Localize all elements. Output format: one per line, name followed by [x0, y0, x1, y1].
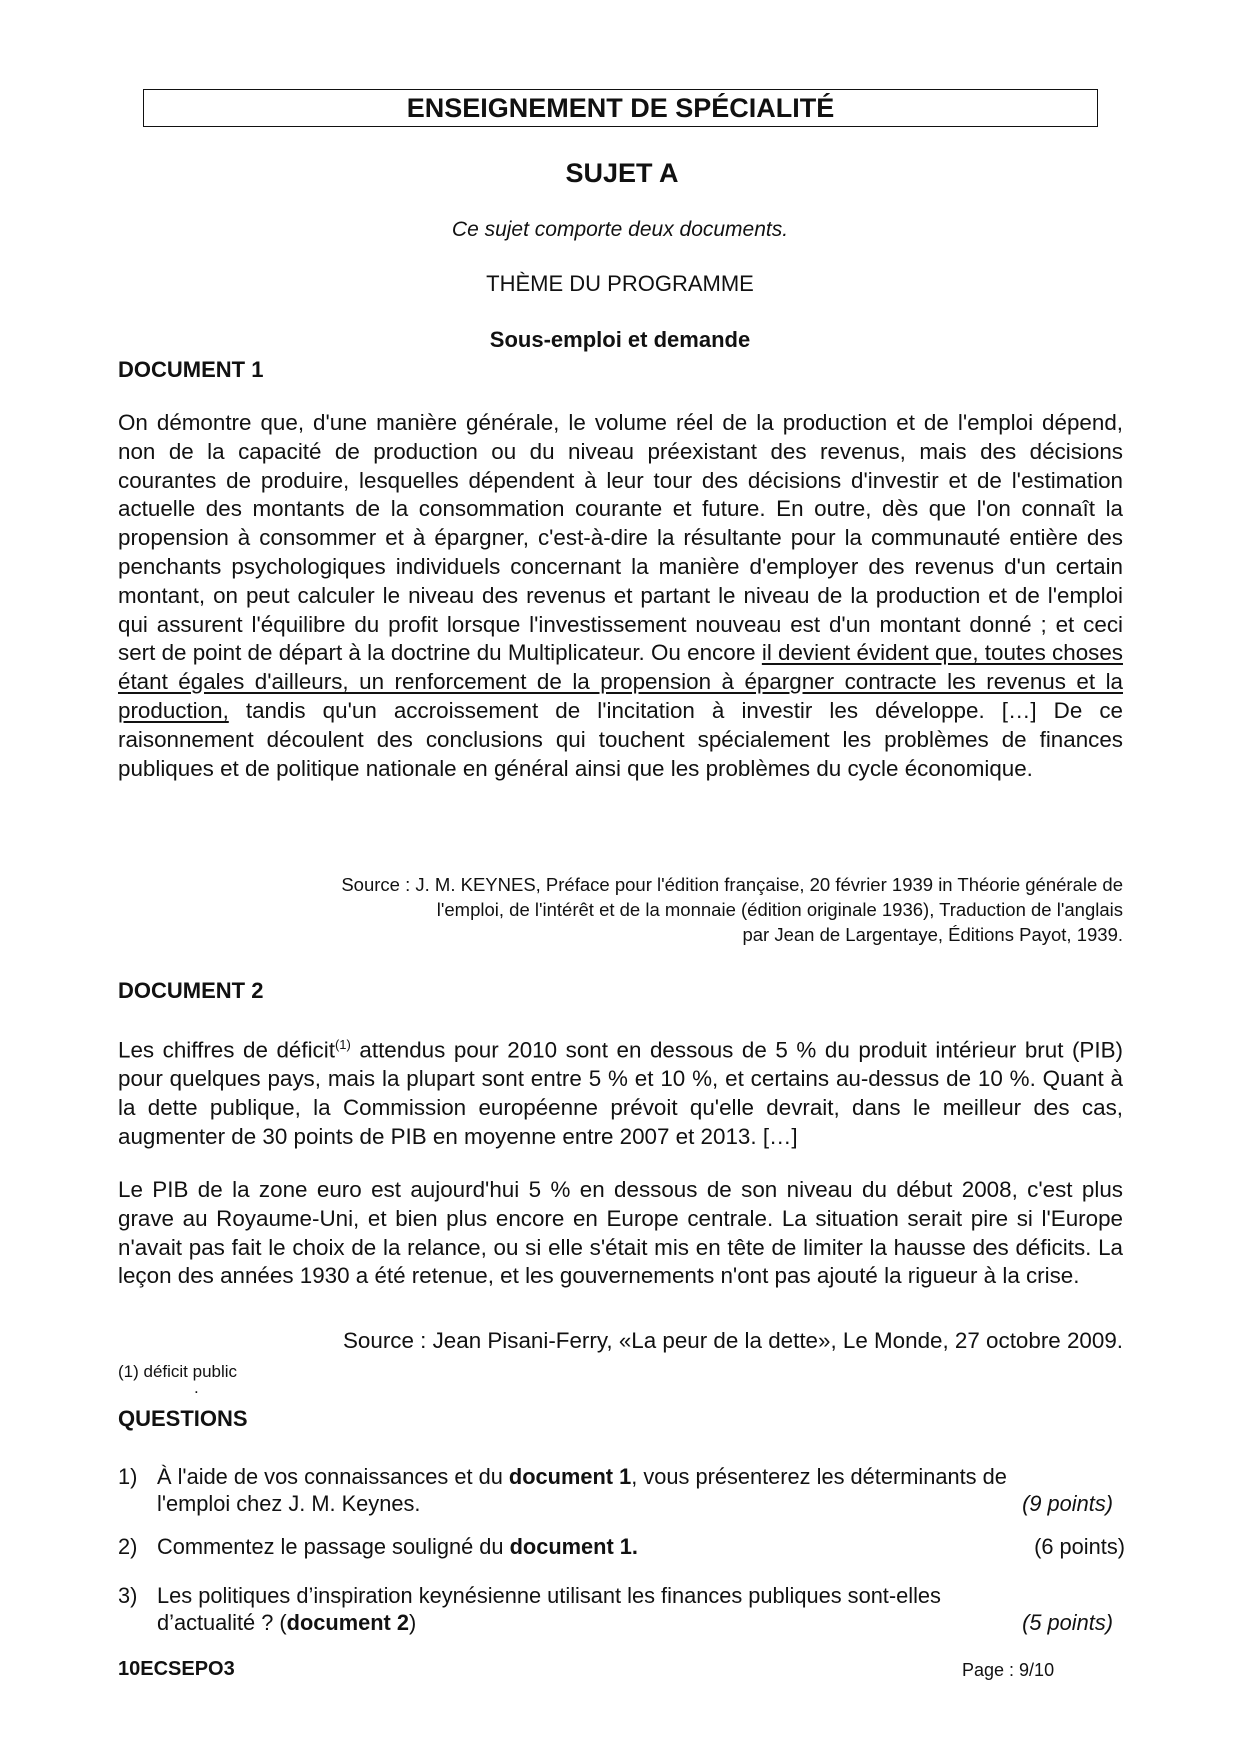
specialty-title-box: ENSEIGNEMENT DE SPÉCIALITÉ — [143, 89, 1098, 127]
question-number: 3) — [118, 1583, 138, 1608]
document1-text — [118, 409, 1123, 783]
questions-heading: QUESTIONS — [118, 1406, 248, 1431]
question-bold-ref: document 1. — [509, 1534, 638, 1559]
document1-source-line: Source : J. M. KEYNES, Préface pour l'édition française, 20 février 1939 in Théorie générale de — [341, 874, 1123, 895]
question-bold-ref: document 1 — [508, 1464, 632, 1489]
subject-title: SUJET A — [565, 158, 679, 188]
question-text: l'emploi chez J. M. Keynes. — [157, 1491, 421, 1516]
question-bold-ref: document 2 — [286, 1610, 409, 1635]
question-text: d’actualité ? ( — [157, 1610, 287, 1635]
question-points: (9 points) — [1022, 1491, 1113, 1516]
footnote: (1) déficit public — [118, 1362, 238, 1381]
question-text: Commentez le passage souligné du — [157, 1534, 510, 1559]
footnote-marker: (1) — [334, 1037, 351, 1052]
question-item — [118, 1582, 1113, 1636]
document2-paragraph-1 — [118, 1031, 1123, 1152]
question-item — [118, 1533, 1125, 1560]
subject-intro: Ce sujet comporte deux documents. — [451, 218, 789, 241]
document1-heading: DOCUMENT 1 — [118, 357, 264, 382]
document2-source: Source : Jean Pisani-Ferry, «La peur de la dette», Le Monde, 27 octobre 2009. — [342, 1328, 1123, 1353]
document2-heading: DOCUMENT 2 — [118, 978, 264, 1003]
document2-p1-rest: attendus pour 2010 sont en dessous de 5 % du produit intérieur brut (PIB) pour quelques pays, mais la plupart sont entre 5 % et 10 %, et certains au-dessus de 10 %. Quant à la dette publique, la Commission européenne prévoit qu'elle devrait, dans le meilleur des cas, augmenter de 30 points de PIB en moyenne entre 2007 et 2013. […] — [118, 1037, 1123, 1149]
document2-paragraph-2: Le PIB de la zone euro est aujourd'hui 5 % en dessous de son niveau du début 2008, c'est plus grave au Royaume-Uni, et bien plus encore en Europe centrale. La situation serait pire si l'Europe n'avait pas fait le choix de la relance, ou si elle s'était mis en tête de limiter la hausse des déficits. La leçon des années 1930 a été retenue, et les gouvernements n'ont pas ajouté la rigueur à la crise. — [118, 1177, 1123, 1289]
document1-source — [180, 872, 1123, 947]
question-text: Les politiques d’inspiration keynésienne utilisant les finances publiques sont-elles — [157, 1583, 941, 1608]
question-text: À l'aide de vos connaissances et du — [157, 1464, 509, 1489]
document1-source-line: l'emploi, de l'intérêt et de la monnaie (édition originale 1936), Traduction de l'anglais — [436, 899, 1123, 920]
question-points: (6 points) — [1034, 1534, 1125, 1559]
question-text: ) — [408, 1610, 417, 1635]
theme-title: Sous-emploi et demande — [489, 327, 751, 352]
document1-text-after: tandis qu'un accroissement de l'incitation à investir les développe. […] De ce raisonnement découlent des conclusions qui touchent spécialement les problèmes de finances publiques et de politique nationale en général ainsi que les problèmes du cycle économique. — [118, 697, 1123, 781]
question-number: 1) — [118, 1464, 138, 1489]
question-text: , vous présenterez les déterminants de — [631, 1464, 1007, 1489]
question-number: 2) — [118, 1534, 138, 1559]
document1-text-before: On démontre que, d'une manière générale, le volume réel de la production et de l'emploi dépend, non de la capacité de production ou du niveau préexistant des revenus, mais des décisions courantes de produire, lesquelles dépendent à leur tour des décisions d'investir et de l'estimation actuelle des montants de la consommation courante et future. En outre, dès que l'on connaît la propension à consommer et à épargner, c'est-à-dire la résultante pour la communauté entière des penchants psychologiques individuels concernant la manière d'employer des revenus d'un certain montant, on peut calculer le niveau des revenus et partant le niveau de la production et de l'emploi qui assurent l'équilibre du profit lorsque l'investissement nouveau est d'un montant donné ; et ceci sert de point de départ à la doctrine du Multiplicateur. Ou encore — [118, 410, 1123, 666]
theme-label: THÈME DU PROGRAMME — [486, 271, 754, 296]
question-item — [118, 1463, 1113, 1517]
stray-dot: . — [194, 1378, 199, 1397]
document1-source-line: par Jean de Largentaye, Éditions Payot, 1939. — [742, 924, 1123, 945]
exam-code: 10ECSEPO3 — [118, 1658, 235, 1680]
question-points: (5 points) — [1022, 1610, 1113, 1635]
document1-underlined-passage: il devient évident que, toutes choses étant égales d'ailleurs, un renforcement de la propension à épargner contracte les revenus et la production, — [118, 640, 1123, 723]
page-number: Page : 9/10 — [962, 1660, 1055, 1680]
document2-p1-start: Les chiffres de déficit — [118, 1037, 335, 1063]
